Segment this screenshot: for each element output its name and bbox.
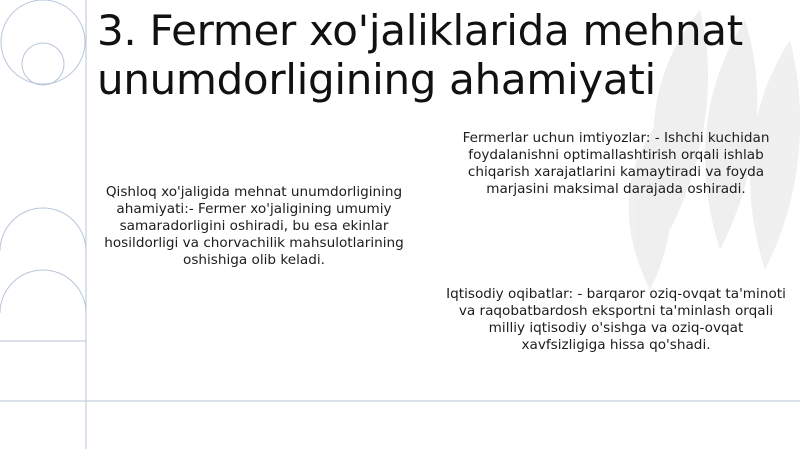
- slide-title: 3. Fermer xo'jaliklarida mehnat unumdorligining ahamiyati: [97, 6, 743, 104]
- farmer-benefits-text: Fermerlar uchun imtiyozlar: - Ishchi kuchidan foydalanishni optimallashtirish orqali ishlab chiqarish xarajatlarini kamaytiradi va foyda marjasini maksimal darajada oshiradi.: [462, 130, 770, 197]
- economic-consequences-text: Iqtisodiy oqibatlar: - barqaror oziq-ovqat ta'minoti va raqobatbardosh eksportni ta'minlash orqali milliy iqtisodiy o'sishga va oziq-ovqat xavfsizligiga hissa qo'shadi.: [446, 286, 786, 353]
- productivity-importance-text: Qishloq xo'jaligida mehnat unumdorligining ahamiyati:- Fermer xo'jaligining umumiy samaradorligini oshiradi, bu esa ekinlar hosildorligi va chorvachilik mahsulotlarining oshishiga olib keladi.: [104, 184, 404, 268]
